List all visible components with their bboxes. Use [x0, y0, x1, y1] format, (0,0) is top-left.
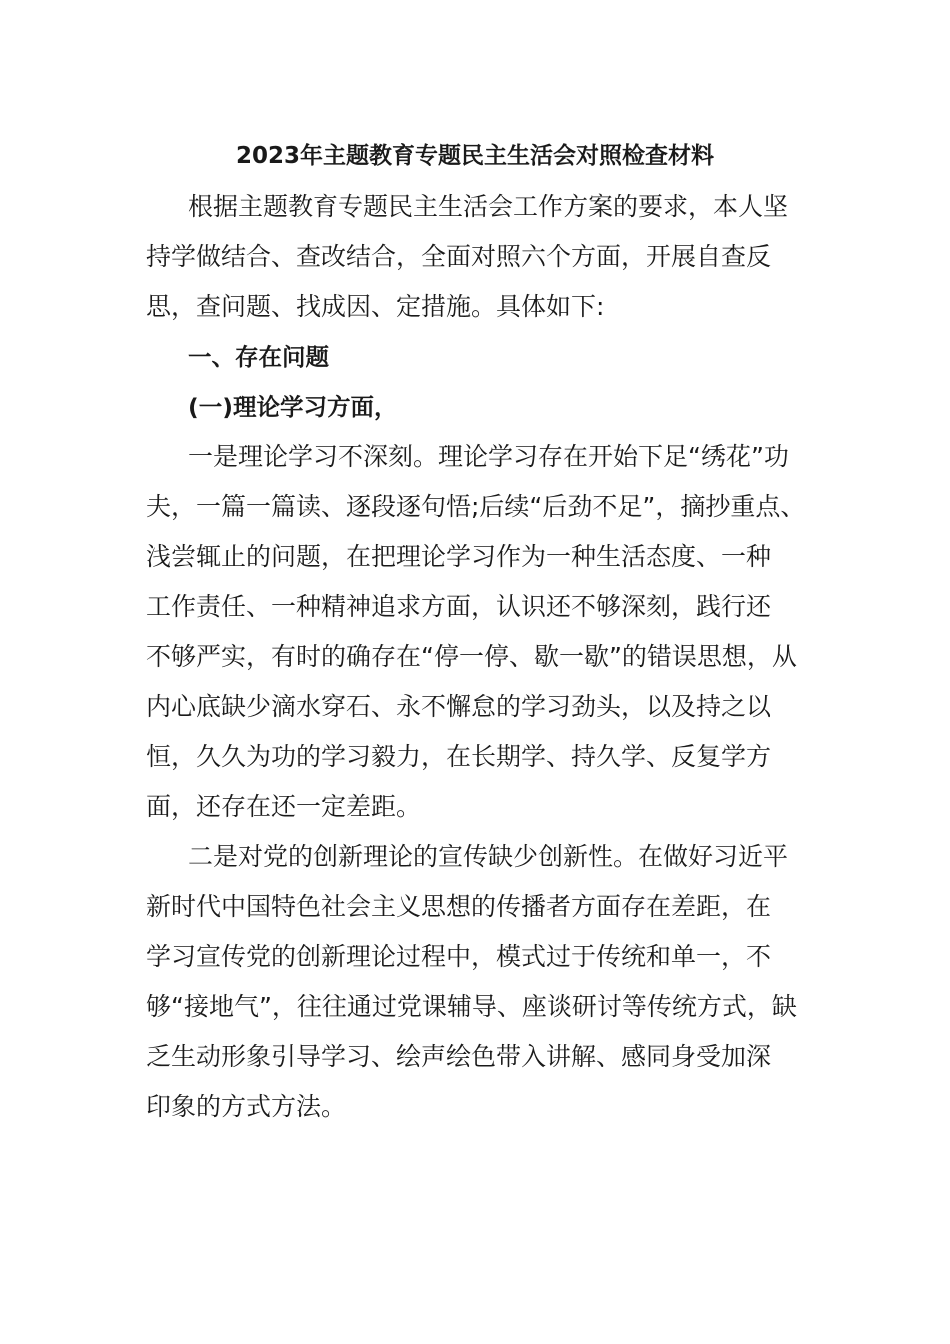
section-heading: 一、存在问题 — [188, 343, 329, 371]
intro-line: 持学做结合、查改结合，全面对照六个方面，开展自查反 — [146, 242, 772, 271]
paragraph-line: 一是理论学习不深刻。理论学习存在开始下足“绣花”功 — [188, 442, 789, 471]
paragraph-line: 面，还存在还一定差距。 — [146, 792, 422, 821]
paragraph-line: 乏生动形象引导学习、绘声绘色带入讲解、感同身受加深 — [146, 1042, 772, 1071]
paragraph-line: 不够严实，有时的确存在“停一停、歇一歇”的错误思想，从 — [146, 642, 797, 671]
subsection-heading: (一)理论学习方面， — [188, 393, 398, 421]
intro-line: 根据主题教育专题民主生活会工作方案的要求，本人坚 — [188, 192, 789, 221]
intro-line: 思，查问题、找成因、定措施。具体如下: — [146, 292, 605, 321]
paragraph-line: 夫，一篇一篇读、逐段逐句悟;后续“后劲不足”，摘抄重点、 — [146, 492, 806, 521]
document-body — [146, 182, 816, 1132]
paragraph-line: 新时代中国特色社会主义思想的传播者方面存在差距，在 — [146, 892, 772, 921]
paragraph-line: 二是对党的创新理论的宣传缺少创新性。在做好习近平 — [188, 842, 789, 871]
paragraph-line: 工作责任、一种精神追求方面，认识还不够深刻，践行还 — [146, 592, 772, 621]
paragraph-line: 内心底缺少滴水穿石、永不懈怠的学习劲头，以及持之以 — [146, 692, 772, 721]
document-title: 2023年主题教育专题民主生活会对照检查材料 — [235, 143, 714, 169]
paragraph-line: 够“接地气”，往往通过党课辅导、座谈研讨等传统方式，缺 — [146, 992, 797, 1021]
paragraph-line: 浅尝辄止的问题，在把理论学习作为一种生活态度、一种 — [146, 542, 772, 571]
paragraph-line: 恒，久久为功的学习毅力，在长期学、持久学、反复学方 — [146, 742, 772, 771]
paragraph-line: 学习宣传党的创新理论过程中，模式过于传统和单一，不 — [146, 942, 772, 971]
paragraph-line: 印象的方式方法。 — [146, 1092, 347, 1121]
